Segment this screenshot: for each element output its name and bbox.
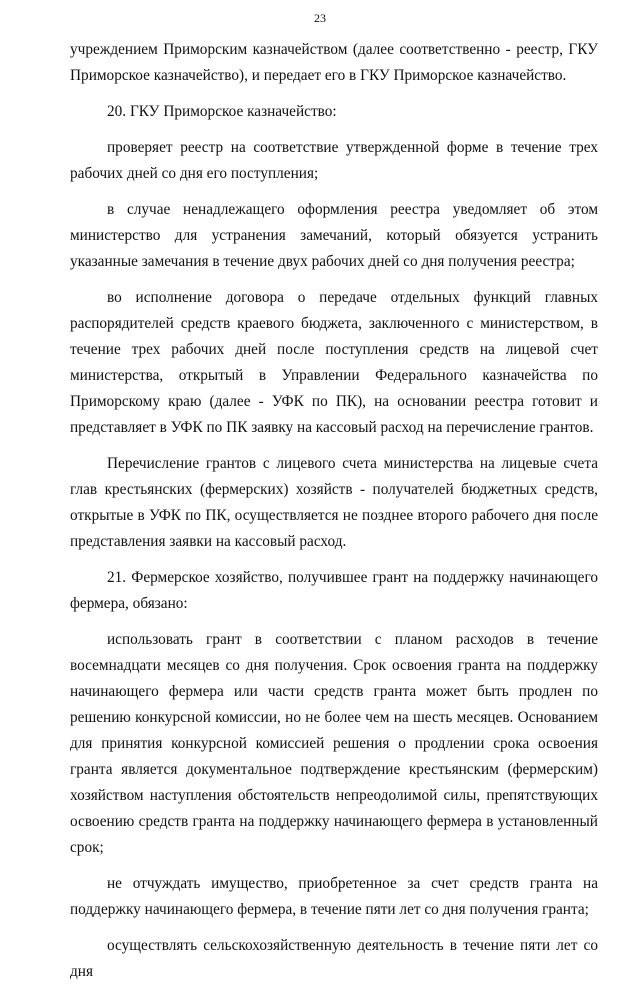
paragraph-10: осуществлять сельскохозяйственную деятельность в течение пяти лет со дня bbox=[70, 937, 598, 980]
paragraph-4: в случае ненадлежащего оформления реестра уведомляет об этом министерство для устранения замечаний, который обязуется устранить указанные замечания в течение двух рабочих дней со дня получения реестра; bbox=[70, 201, 598, 270]
paragraph-5: во исполнение договора о передаче отдельных функций главных распорядителей средств краевого бюджета, заключенного с министерством, в течение трех рабочих дней после поступления средств на лицевой счет министерства, открытый в Управлении Федерального казначейства по Приморскому краю (далее - УФК по ПК), на основании реестра готовит и представляет в УФК по ПК заявку на кассовый расход на перечисление грантов. bbox=[70, 289, 598, 436]
paragraph-7: 21. Фермерское хозяйство, получившее грант на поддержку начинающего фермера, обязано: bbox=[70, 569, 598, 612]
paragraph-9: не отчуждать имущество, приобретенное за счет средств гранта на поддержку начинающего фермера, в течение пяти лет со дня получения гранта; bbox=[70, 875, 598, 918]
paragraph-1: учреждением Приморским казначейством (далее соответственно - реестр, ГКУ Приморское казначейство), и передает его в ГКУ Приморское казначейство. bbox=[70, 41, 598, 84]
paragraph-6: Перечисление грантов с лицевого счета министерства на лицевые счета глав крестьянских (фермерских) хозяйств - получателей бюджетных средств, открытые в УФК по ПК, осуществляется не позднее второго рабочего дня после представления заявки на кассовый расход. bbox=[70, 455, 598, 550]
paragraph-3: проверяет реестр на соответствие утвержденной форме в течение трех рабочих дней со дня его поступления; bbox=[70, 139, 598, 182]
paragraph-8: использовать грант в соответствии с планом расходов в течение восемнадцати месяцев со дня получения. Срок освоения гранта на поддержку начинающего фермера или части средств гранта может быть продлен по решению конкурсной комиссии, но не более чем на шесть месяцев. Основанием для принятия конкурсной комиссией решения о продлении срока освоения гранта является документальное подтверждение крестьянским (фермерским) хозяйством наступления обстоятельств непреодолимой силы, препятствующих освоению средств гранта на поддержку начинающего фермера в установленный срок; bbox=[70, 631, 598, 856]
page-number: 23 bbox=[314, 11, 326, 25]
paragraph-2: 20. ГКУ Приморское казначейство: bbox=[107, 103, 337, 120]
document-body bbox=[70, 37, 598, 995]
